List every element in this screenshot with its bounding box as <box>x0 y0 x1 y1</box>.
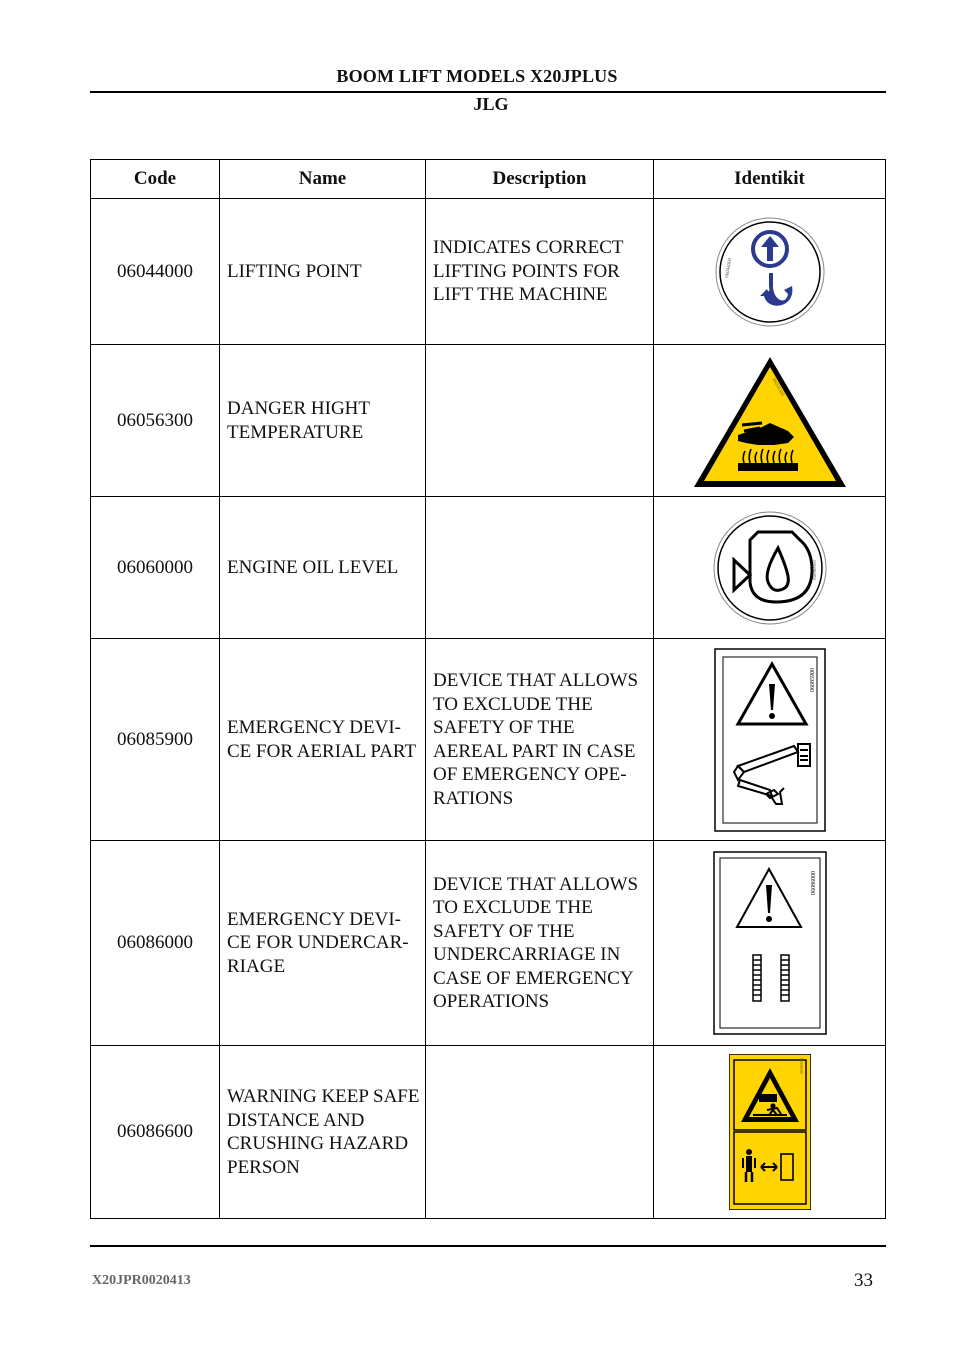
table-row <box>91 199 886 345</box>
table-header-row <box>91 160 886 199</box>
cell-identikit <box>654 345 886 497</box>
svg-text:06056300: 06056300 <box>769 377 785 397</box>
document-subtitle: JLG <box>473 94 509 114</box>
cell-code: 06086000 <box>91 841 220 1046</box>
crushing-hazard-icon <box>729 1054 811 1210</box>
cell-code: 06086600 <box>91 1046 220 1219</box>
svg-text:06085900: 06085900 <box>809 667 816 692</box>
column-header-description: Description <box>426 160 654 199</box>
cell-code: 06044000 <box>91 199 220 345</box>
lifting-hook-icon <box>714 216 826 328</box>
column-header-identikit: Identikit <box>654 160 886 199</box>
engine-oil-icon <box>712 510 828 626</box>
cell-identikit <box>654 1046 886 1219</box>
cell-description: DEVICE THAT ALLOWS TO EXCLUDE THE SAFETY OF THE AEREAL PART IN CASE OF EMERGENCY OPE-RATIONS <box>426 639 654 841</box>
cell-identikit <box>654 497 886 639</box>
cell-code: 06085900 <box>91 639 220 841</box>
cell-name: ENGINE OIL LEVEL <box>220 497 426 639</box>
cell-description: DEVICE THAT ALLOWS TO EXCLUDE THE SAFETY OF THE UNDERCARRIAGE IN CASE OF EMERGENCY OPERATIONS <box>426 841 654 1046</box>
svg-text:06060000: 06060000 <box>812 559 818 580</box>
table-row <box>91 497 886 639</box>
cell-description <box>426 1046 654 1219</box>
footer-rule <box>90 1245 886 1247</box>
labels-table <box>90 159 886 1219</box>
cell-identikit <box>654 199 886 345</box>
page-number: 33 <box>854 1270 873 1291</box>
svg-text:06086000: 06086000 <box>810 871 817 895</box>
svg-text:06044000: 06044000 <box>724 257 733 278</box>
cell-description <box>426 345 654 497</box>
svg-text:06086600: 06086600 <box>798 1058 804 1074</box>
aerial-part-emergency-icon <box>714 648 826 832</box>
header-rule <box>90 91 886 93</box>
table-row <box>91 639 886 841</box>
cell-name: EMERGENCY DEVI-CE FOR AERIAL PART <box>220 639 426 841</box>
cell-code: 06060000 <box>91 497 220 639</box>
cell-code: 06056300 <box>91 345 220 497</box>
cell-name: LIFTING POINT <box>220 199 426 345</box>
undercarriage-emergency-icon <box>713 851 827 1035</box>
cell-name: DANGER HIGHT TEMPERATURE <box>220 345 426 497</box>
cell-name: EMERGENCY DEVI-CE FOR UNDERCAR-RIAGE <box>220 841 426 1046</box>
column-header-name: Name <box>220 160 426 199</box>
column-header-code: Code <box>91 160 220 199</box>
cell-description: INDICATES CORRECT LIFTING POINTS FOR LIFT THE MACHINE <box>426 199 654 345</box>
document-title: BOOM LIFT MODELS X20JPLUS <box>336 66 618 86</box>
document-code: X20JPR0020413 <box>92 1273 191 1288</box>
cell-description <box>426 497 654 639</box>
table-row <box>91 1046 886 1219</box>
table-row <box>91 841 886 1046</box>
cell-identikit <box>654 841 886 1046</box>
cell-identikit <box>654 639 886 841</box>
hot-surface-warning-icon <box>692 353 848 489</box>
cell-name: WARNING KEEP SAFE DISTANCE AND CRUSHING HAZARD PERSON <box>220 1046 426 1219</box>
table-row <box>91 345 886 497</box>
